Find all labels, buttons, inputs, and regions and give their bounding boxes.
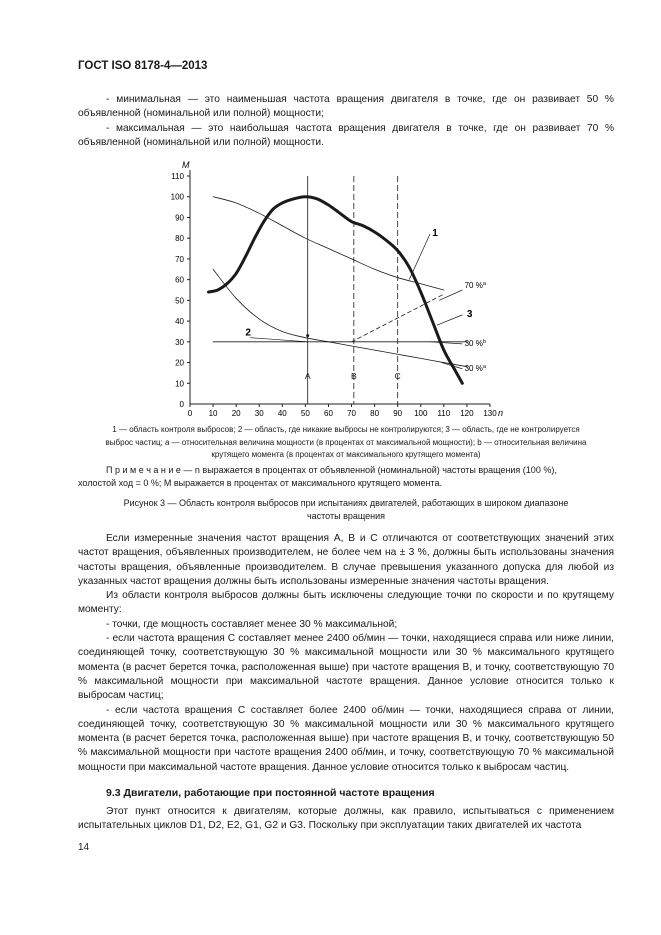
- annotation-label: 3: [466, 308, 473, 320]
- y-tick-label: 60: [175, 275, 184, 285]
- annotation-superscript: а: [482, 280, 486, 287]
- area-2-point: [306, 334, 309, 337]
- x-tick-label: 110: [437, 409, 451, 418]
- y-tick-label: 30: [175, 337, 184, 347]
- marker-label-A: A: [304, 371, 311, 382]
- document-header: ГОСТ ISO 8178-4—2013: [78, 60, 208, 72]
- note-line1: — n выражается в процентах от объявленной (номинальной) частоты вращения (100 %),: [180, 465, 557, 475]
- y-tick-label: 10: [175, 379, 184, 389]
- x-tick-label: 10: [208, 409, 218, 418]
- paragraph-tolerance: Если измеренные значения частот вращения А, В и С отличаются от соответствующих значений этих частот вращения, объявленных производителем, не более чем на ± 3 %, должны быть использованы значения частоты вращения, объявленные производителем. В случае превышения указанного допуска для любой из указанных частот вращения должны быть использованы измеренные значения частоты вращения.: [78, 533, 614, 587]
- x-tick-label: 80: [370, 409, 380, 418]
- y-tick-label: 110: [171, 172, 184, 181]
- marker-label-B: B: [351, 371, 357, 382]
- list-item-30-percent: - точки, где мощность составляет менее 30 % максимальной;: [106, 618, 398, 630]
- list-item-below-2400: - если частота вращения С составляет менее 2400 об/мин — точки, находящиеся справа или ниже линии, соединяющей точку, соответствующую 30 % максимальной мощности или 30 % максимального крутящего момента (в расчет берется точка, расположенная выше) при частоте вращения В, и точку, соответствующую 70 % максимальной мощности при максимальной частоте вращения. Данное условие относится только к выбросам частиц;: [78, 633, 614, 702]
- x-tick-label: 0: [187, 409, 193, 418]
- x-tick-label: 40: [277, 409, 287, 418]
- chart-vertical-markers: [305, 176, 401, 404]
- x-tick-label: 90: [393, 409, 403, 418]
- x-tick-label: 60: [324, 409, 333, 418]
- series-70--power: [213, 197, 444, 290]
- x-tick-label: 70: [347, 409, 356, 418]
- figure-3-chart: [150, 158, 510, 420]
- note-line2: холостой ход = 0 %; M выражается в процентах от максимального крутящего момента.: [78, 478, 442, 488]
- y-tick-label: 100: [170, 192, 184, 202]
- x-tick-label: 30: [254, 409, 264, 418]
- y-tick-label: 90: [175, 213, 184, 223]
- y-tick-label: 40: [175, 317, 184, 327]
- intro-item-min: - минимальная — это наименьшая частота вращения двигателя в точке, где он развивает 50 % объявленной (номинальной или полной) мощности;: [78, 94, 614, 120]
- y-axis-label: M: [182, 160, 190, 170]
- figure-note: [78, 464, 614, 490]
- x-tick-label: 130: [483, 409, 497, 418]
- legend-line: выброс частиц; а — относительная величина мощности (в процентах от максимальной мощности); b — относительная величина: [105, 437, 587, 447]
- list-item-above-2400: - если частота вращения С составляет более 2400 об/мин — точки, находящиеся справа от линии, соединяющей точку, соответствующую 30 % максимальной мощности или 30 % максимального крутящего момента (в расчет берется точка, расположенная выше) при частоте вращения В, и точку, соответствующую 50 % максимальной мощности при частоте вращения 2400 об/мин, и точку, соответствующую 70 % максимальной мощности при максимальной частоте вращения. Данное условие относится только к выбросам частиц.: [78, 704, 614, 773]
- annotation-label: 30 %$^b$: [464, 338, 486, 348]
- series-30--power: [213, 269, 467, 366]
- series-torque-curve: [208, 197, 462, 384]
- annotation-leader: [437, 315, 462, 325]
- annotation-leader: [439, 290, 462, 300]
- chart-annotations: [245, 228, 486, 373]
- section-title: 9.3 Двигатели, работающие при постоянной частоте вращения: [106, 787, 435, 799]
- note-label: П р и м е ч а н и е: [106, 465, 181, 475]
- annotation-leader: [409, 234, 430, 280]
- section-paragraph: Этот пункт относится к двигателям, которые должны, как правило, испытываться с применением испытательных циклов D1, D2, E2, G1, G2 и G3. Поскольку при эксплуатации таких двигателей их частота: [78, 806, 614, 832]
- annotation-label: 1: [432, 228, 438, 240]
- y-tick-label: 0: [179, 400, 184, 409]
- figure-caption: [78, 497, 614, 523]
- legend-line: крутящего момента (в процентах от максимального крутящего момента): [211, 450, 481, 459]
- caption-line2: частоты вращения: [306, 511, 386, 521]
- paragraph-exclusions: Из области контроля выбросов должны быть исключены следующие точки по скорости и по крутящему моменту:: [78, 590, 614, 616]
- annotation-superscript: a: [482, 363, 486, 370]
- annotation-leader: [250, 338, 308, 342]
- annotation-label: 30 %$^a$: [464, 363, 486, 373]
- chart-series: [208, 197, 466, 384]
- figure-legend: [78, 424, 614, 462]
- body-text: [78, 532, 614, 775]
- intro-item-max: - максимальная — это наибольшая частота вращения двигателя в точке, где он развивает 70 % объявленной (номинальной или полной) мощности.: [78, 122, 614, 148]
- x-tick-label: 50: [300, 409, 310, 418]
- y-tick-label: 50: [175, 296, 184, 306]
- x-tick-label: 20: [231, 409, 241, 418]
- caption-line1: Рисунок 3 — Область контроля выбросов при испытаниях двигателей, работающих в широком диапазоне: [123, 498, 569, 508]
- y-tick-label: 70: [175, 254, 184, 264]
- y-tick-label: 80: [175, 234, 184, 244]
- x-tick-label: 100: [414, 409, 428, 418]
- marker-label-C: C: [394, 371, 401, 382]
- annotation-superscript: b: [482, 338, 486, 345]
- annotation-label: 70 %$^а$: [464, 280, 486, 290]
- x-axis-label: n: [498, 408, 504, 418]
- page-number: 14: [78, 842, 90, 853]
- chart-axes: [187, 170, 490, 407]
- annotation-label: 2: [245, 327, 251, 339]
- y-tick-label: 20: [175, 358, 184, 368]
- intro-paragraphs: [78, 93, 614, 150]
- legend-line: 1 — область контроля выбросов; 2 — область, где никакие выбросы не контролируются; 3 — область, где не контролируется: [112, 425, 580, 434]
- x-tick-label: 120: [460, 409, 474, 418]
